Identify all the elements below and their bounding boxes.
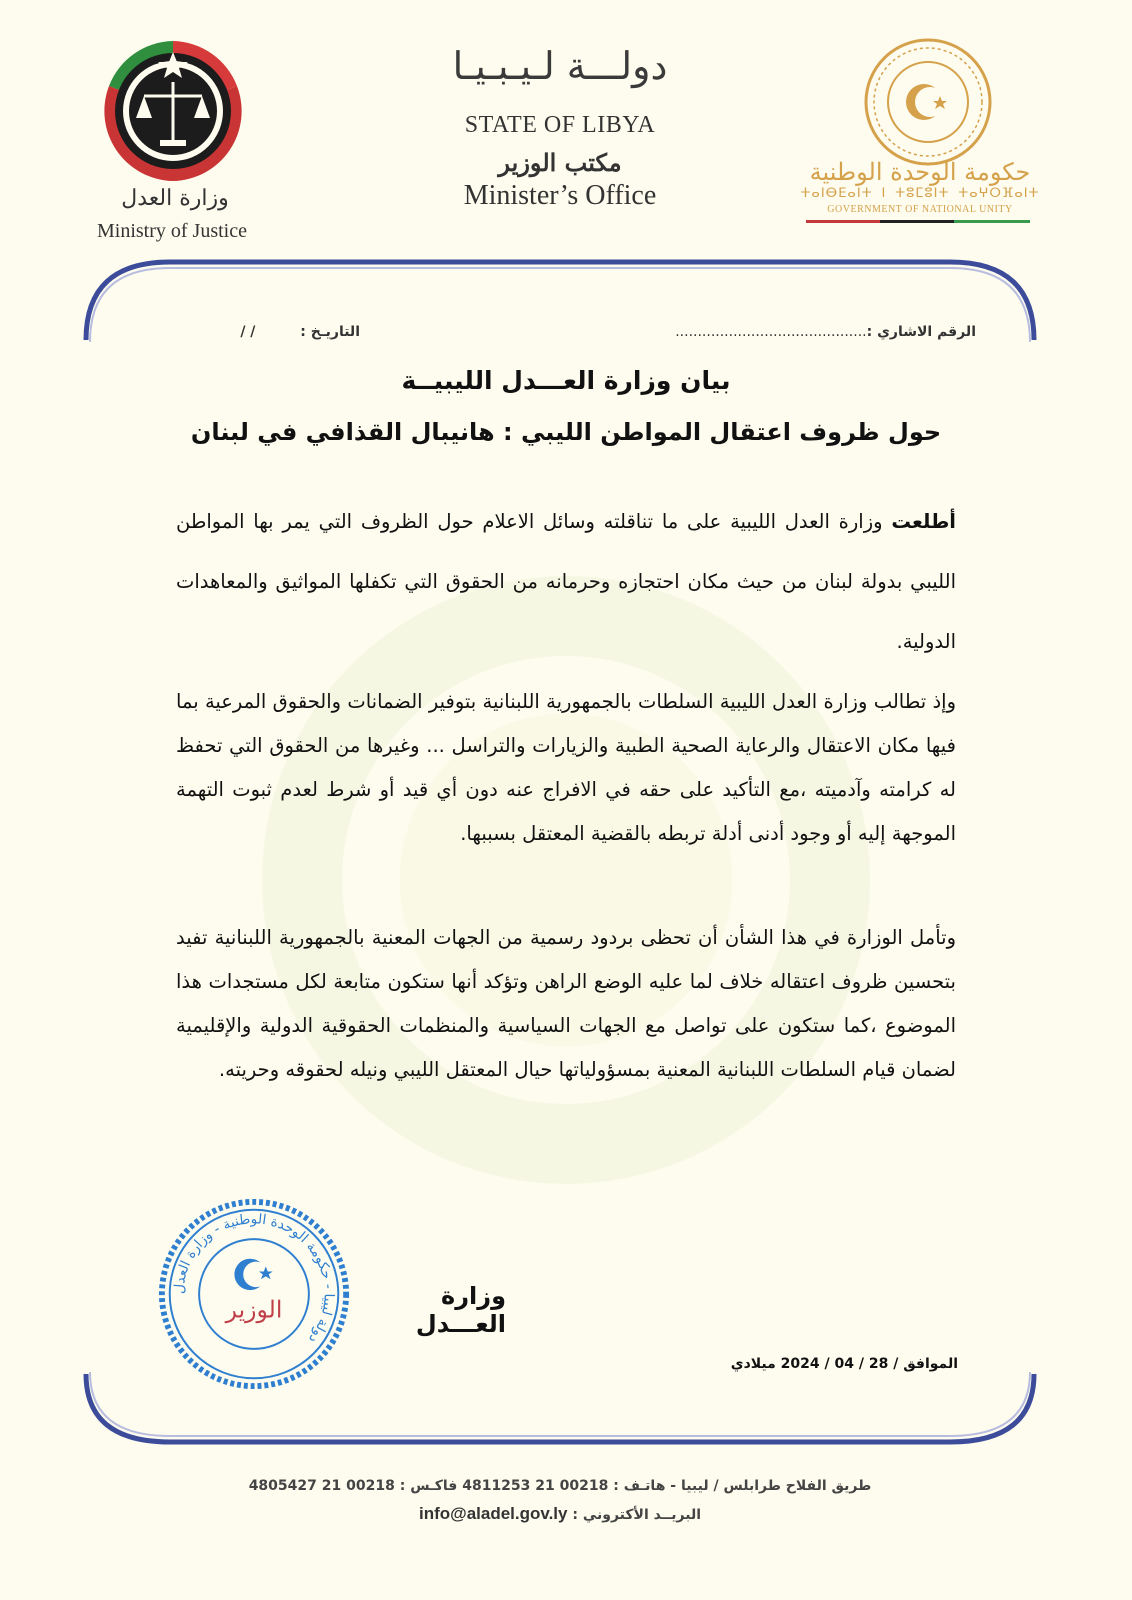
paragraph-1-text: وزارة العدل الليبية على ما تناقلته وسائل الاعلام حول الظروف التي يمر بها المواطن الليبي بدولة لبنان من حيث مكان احتجازه وحرمانه من الحقوق التي تكفلها المواثيق والمعاهدات الدولية.	[176, 510, 956, 653]
signer-name: وزارة العـــدل	[415, 1282, 506, 1338]
ministry-name-english: Ministry of Justice	[97, 220, 247, 242]
office-name-english: Minister’s Office	[463, 180, 657, 211]
paragraph-1-lead: أطلعت	[891, 510, 956, 533]
ministry-emblem-icon	[100, 38, 246, 184]
gregorian-date: الموافق / 28 / 04 / 2024 ميلادي	[730, 1356, 958, 1372]
gnu-name-tifinagh: ⵜⴰⵏⴱⴹⴰⵏⵜ ⵏ ⵜⵓⵎⵓⵏⵜ ⵜⴰⵖⵔⴼⴰⵏⵜ	[800, 186, 1040, 201]
official-seal-icon	[156, 1196, 352, 1392]
gnu-name-english: GOVERNMENT OF NATIONAL UNITY	[827, 204, 1013, 215]
reference-label: الرقم الاشاري :	[866, 324, 976, 340]
seal-center-text: الوزير	[225, 1295, 283, 1324]
seal-ring-text: دولة ليبيا - حكومة الوحدة الوطنية - وزارة العدل	[171, 1211, 337, 1347]
email-label: البريــد الأكتروني :	[572, 1507, 702, 1523]
paragraph-3: وتأمل الوزارة في هذا الشأن أن تحظى بردود رسمية من الجهات المعنية بالجمهورية اللبنانية تفيد بتحسين ظروف اعتقاله خلاف لما عليه الوضع الراهن وتؤكد أنها ستكون متابعة لكل مستجدات هذا الموضوع ،كما ستكون على تواصل مع الجهات السياسية والمنظمات الحقوقية الدولية والإقليمية لضمان قيام السلطات اللبنانية المعنية بمسؤولياتها حيال المعتقل الليبي ونيله لحقوقه وحريته.	[176, 926, 956, 1081]
state-name-arabic: دولـــة لـيـبـيـا	[452, 44, 668, 88]
footer-email-line	[230, 1504, 890, 1524]
footer-address: طريق الفلاح طرابلس / ليبيا - هاتـف : 00218 21 4811253 فاكـس : 00218 21 4805427	[248, 1478, 872, 1494]
date-label: التاريـخ :	[300, 324, 360, 340]
date-slashes: / /	[240, 324, 256, 340]
reference-number	[675, 324, 976, 340]
office-name-arabic: مكتب الوزير	[498, 148, 622, 177]
paragraph-1	[176, 492, 956, 672]
ministry-name-arabic: وزارة العدل	[121, 186, 229, 211]
gnu-name-arabic: حكومة الوحدة الوطنية	[809, 158, 1031, 186]
date-field	[160, 324, 360, 340]
statement-title: بيان وزارة العـــدل الليبيــة	[401, 366, 731, 395]
flag-stripe	[806, 220, 1030, 223]
state-name-english: STATE OF LIBYA	[464, 112, 656, 138]
paragraph-2: وإذ تطالب وزارة العدل الليبية السلطات بالجمهورية اللبنانية بتوفير الضمانات والحقوق المرعية بما فيها مكان الاعتقال والرعاية الصحية الطبية والزيارات والتراسل ... وغيرها من الحقوق التي تحفظ له كرامته وآدميته ،مع التأكيد على حقه في الافراج عنه دون أي قيد أو شرط لعدم ثبوت التهمة الموجهة إليه أو وجود أدنى أدلة تربطه بالقضية المعتقل بسببها.	[176, 690, 956, 845]
gnu-emblem-icon	[862, 36, 994, 168]
email-link[interactable]: info@aladel.gov.ly	[418, 1504, 568, 1523]
reference-dots: ...........................................	[675, 324, 867, 340]
statement-subtitle: حول ظروف اعتقال المواطن الليبي : هانيبال القذافي في لبنان	[190, 418, 942, 446]
